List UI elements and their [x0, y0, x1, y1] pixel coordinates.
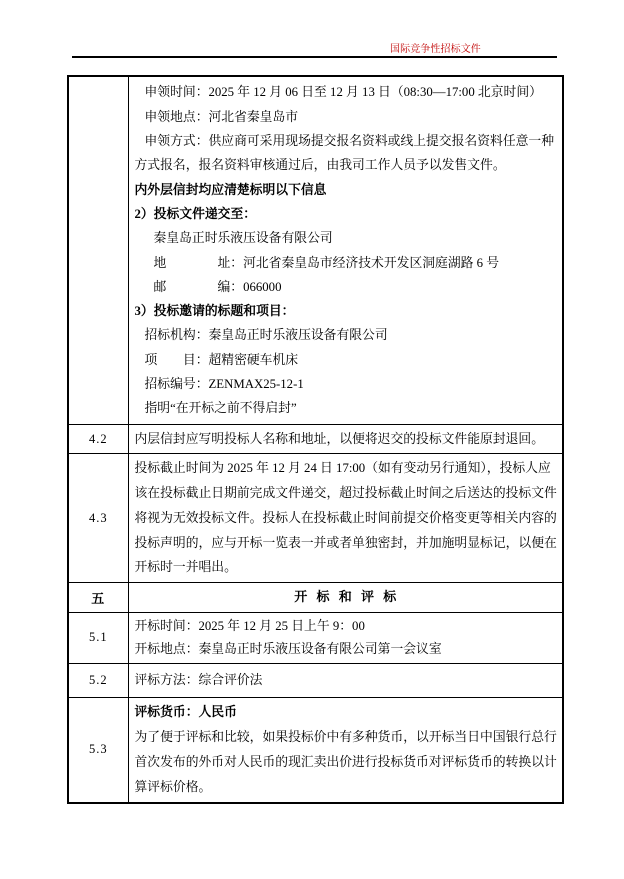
text-line: 评标货币：人民币	[134, 704, 237, 719]
text-line: 招标机构：秦皇岛正时乐液压设备有限公司	[144, 328, 388, 343]
text-line: 开标地点：秦皇岛正时乐液压设备有限公司第一会议室	[134, 641, 442, 656]
bid-table	[67, 75, 564, 804]
clause-number: 5.1	[68, 612, 128, 663]
text-line: 招标编号：ZENMAX25-12-1	[144, 376, 304, 391]
clause-content	[128, 612, 563, 663]
text-line: 秦皇岛正时乐液压设备有限公司	[153, 231, 333, 246]
clause-number: 五	[68, 583, 128, 612]
table-row	[68, 76, 563, 425]
text-line: 为了便于评标和比较，如果投标价中有多种货币，以开标当日中国银行总行	[134, 729, 557, 744]
text-line: 开 标 和 评 标	[294, 589, 400, 605]
text-line: 内层信封应写明投标人名称和地址，以便将迟交的投标文件能原封退回。	[134, 432, 544, 446]
clause-number: 5.2	[68, 663, 128, 697]
clause-number: 5.3	[68, 697, 128, 803]
text-line: 算评标价格。	[134, 779, 212, 794]
clause-content	[128, 76, 563, 425]
clause-content	[128, 425, 563, 454]
clause-number: 4.2	[68, 425, 128, 454]
text-line: 3）投标邀请的标题和项目：	[134, 304, 295, 319]
text-line: 将视为无效投标文件。投标人在投标截止时间前提交价格变更等相关内容的	[134, 510, 557, 525]
table-row	[68, 583, 563, 612]
text-line: 投标声明的，应与开标一览表一并或者单独密封，并加施明显标记，以便在	[134, 535, 557, 550]
text-line: 地 址：河北省秦皇岛市经济技术开发区洞庭湖路 6 号	[153, 255, 500, 270]
text-line: 内外层信封均应清楚标明以下信息	[134, 182, 327, 197]
text-line: 申领地点：河北省秦皇岛市	[144, 109, 299, 124]
text-line: 指明“在开标之前不得启封”	[144, 401, 297, 416]
text-line: 2）投标文件递交至：	[134, 206, 257, 221]
text-line: 开标时一并唱出。	[134, 560, 237, 575]
clause-content	[128, 583, 563, 612]
table-row	[68, 697, 563, 803]
text-line: 投标截止时间为 2025 年 12 月 24 日 17:00（如有变动另行通知），投标人应	[134, 461, 551, 476]
table-row	[68, 612, 563, 663]
text-line: 方式报名，报名资料审核通过后，由我司工作人员予以发售文件。	[134, 158, 506, 173]
clause-content	[128, 697, 563, 803]
page-header-title: 国际竞争性招标文件	[390, 44, 481, 55]
bid-table-body	[68, 76, 563, 803]
clause-number	[68, 76, 128, 425]
text-line: 申领时间：2025 年 12 月 06 日至 12 月 13 日（08:30—17:00 北京时间）	[144, 85, 542, 100]
text-line: 邮 编：066000	[153, 279, 282, 294]
clause-number: 4.3	[68, 454, 128, 583]
table-row	[68, 454, 563, 583]
table-row	[68, 663, 563, 697]
text-line: 评标方法：综合评价法	[134, 672, 263, 687]
text-line: 申领方式：供应商可采用现场提交报名资料或线上提交报名资料任意一种	[144, 134, 554, 149]
header-rule	[72, 56, 557, 58]
table-row	[68, 425, 563, 454]
text-line: 该在投标截止日期前完成文件递交，超过投标截止时间之后送达的投标文件	[134, 486, 557, 501]
text-line: 开标时间：2025 年 12 月 25 日上午 9：00	[134, 618, 365, 633]
clause-content	[128, 454, 563, 583]
clause-content	[128, 663, 563, 697]
text-line: 首次发布的外币对人民币的现汇卖出价进行投标货币对评标货币的转换以计	[134, 754, 557, 769]
text-line: 项 目：超精密硬车机床	[144, 352, 299, 367]
